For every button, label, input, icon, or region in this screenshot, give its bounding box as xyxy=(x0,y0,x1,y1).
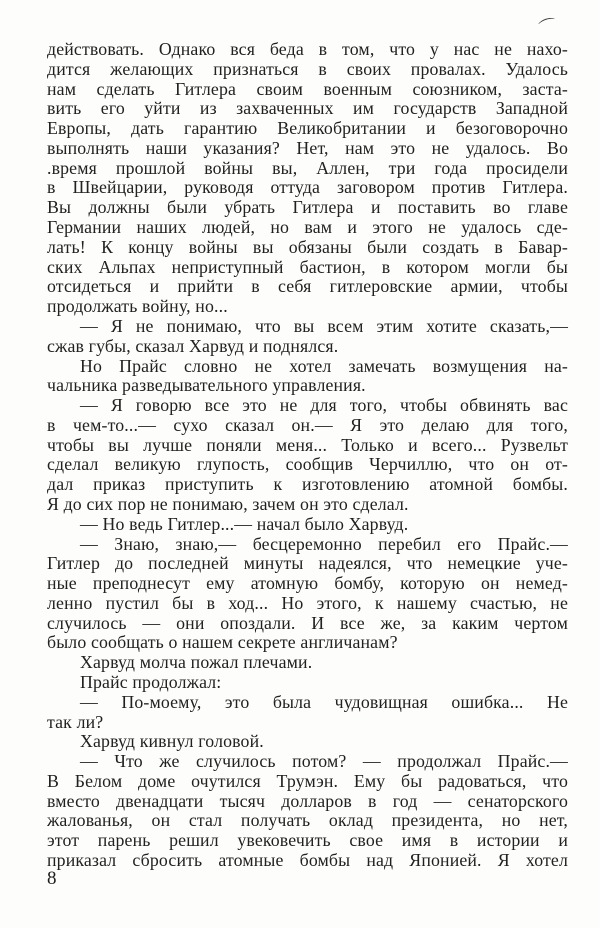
text-line: — Я говорю все это не для того, чтобы обвинять вас xyxy=(80,395,568,416)
text-line: жалованья, он стал получать оклад президента, но нет, xyxy=(47,810,568,831)
text-line: сделал великую глупость, сообщив Черчиллю, что он от- xyxy=(47,454,568,475)
page-text-block xyxy=(47,40,568,871)
text-line: в Швейцарии, руководя оттуда заговором против Гитлера. xyxy=(47,177,568,198)
text-line: действовать. Однако вся беда в том, что у нас не нахо- xyxy=(47,39,568,59)
text-line: ленно пустил бы в ход... Но этого, к нашему счастью, не xyxy=(47,592,568,613)
text-line: так ли? xyxy=(47,711,104,732)
text-line: этот парень решил увековечить свое имя в истории и xyxy=(47,830,568,851)
text-line: Европы, дать гарантию Великобритании и безоговорочно xyxy=(47,118,568,139)
text-line: — Что же случилось потом? — продолжал Прайс.— xyxy=(80,751,568,772)
text-line: Гитлер до последней минуты надеялся, что немецкие уче- xyxy=(47,553,568,574)
text-line: чальника разведывательного управления. xyxy=(47,375,366,396)
text-line: Я до сих пор не понимаю, зачем он это сделал. xyxy=(47,493,409,514)
text-line: приказал сбросить атомные бомбы над Японией. Я хотел xyxy=(47,850,568,871)
text-line: — По-моему, это была чудовищная ошибка... Не xyxy=(80,691,568,712)
text-line: дал приказ приступить к изготовлению атомной бомбы. xyxy=(47,474,568,495)
text-line: было сообщать о нашем секрете англичанам? xyxy=(47,632,398,653)
text-line: — Я не понимаю, что вы всем этим хотите сказать,— xyxy=(80,315,568,336)
text-line: лать! К концу войны вы обязаны были создать в Бавар- xyxy=(47,236,568,257)
page-number: 8 xyxy=(47,868,57,889)
text-line: случилось — они опоздали. И все же, за каким чертом xyxy=(47,612,568,633)
text-line: отсидеться и прийти в себя гитлеровские армии, чтобы xyxy=(47,276,568,297)
text-line: Харвуд молча пожал плечами. xyxy=(80,652,313,673)
text-line: Германии наших людей, но вам и этого не удалось сде- xyxy=(47,217,568,238)
text-line: Вы должны были убрать Гитлера и поставить во главе xyxy=(47,197,568,218)
text-line: выполнять наши указания? Нет, нам это не удалось. Во xyxy=(47,137,568,158)
text-line: Но Прайс словно не хотел замечать возмущения на- xyxy=(80,355,568,376)
text-line: вить его уйти из захваченных им государств Западной xyxy=(47,98,568,119)
text-line: ских Альпах неприступный бастион, в котором могли бы xyxy=(47,256,568,277)
text-line: ные преподнесут ему атомную бомбу, которую он немед- xyxy=(47,573,568,594)
text-line: дится желающих признаться в своих провалах. Удалось xyxy=(47,58,568,79)
text-line: нам сделать Гитлера своим военным союзником, заста- xyxy=(47,78,568,99)
text-line: .время прошлой войны вы, Аллен, три года просидели xyxy=(47,157,568,178)
text-line: в чем-то...— сухо сказал он.— Я это делаю для того, xyxy=(47,414,568,435)
ink-smudge-icon: ⌒ xyxy=(537,16,560,39)
text-line: продолжать войну, но... xyxy=(47,296,228,317)
text-line: — Знаю, знаю,— бесцеремонно перебил его Прайс.— xyxy=(80,533,568,554)
text-line: Прайс продолжал: xyxy=(80,672,222,692)
text-line: чтобы вы лучше поняли меня... Только и всего... Рузвельт xyxy=(47,434,568,455)
text-line: вместо двенадцати тысяч долларов в год — сенаторского xyxy=(47,790,568,811)
text-line: Харвуд кивнул головой. xyxy=(80,731,264,752)
text-line: В Белом доме очутился Трумэн. Ему бы радоваться, что xyxy=(47,770,568,791)
text-line: сжав губы, сказал Харвуд и поднялся. xyxy=(47,335,339,356)
text-line: — Но ведь Гитлер...— начал было Харвуд. xyxy=(80,513,409,534)
